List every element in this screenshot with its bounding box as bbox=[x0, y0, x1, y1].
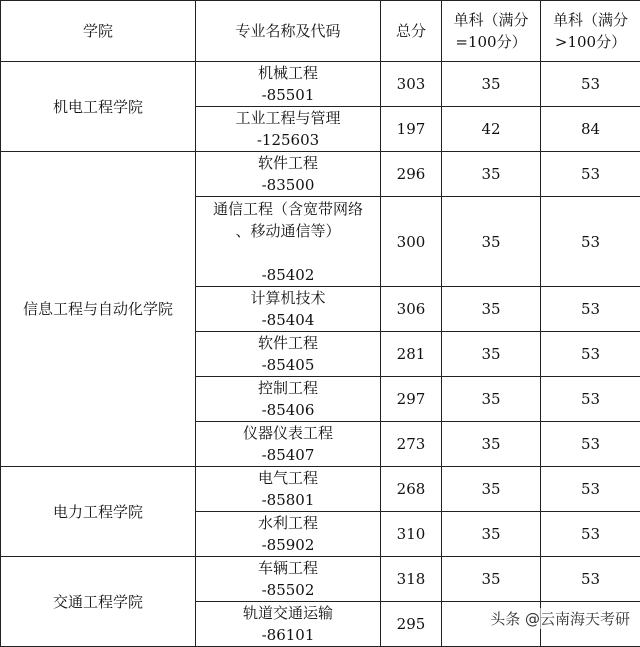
major-cell: 仪器仪表工程 -85407 bbox=[196, 422, 381, 467]
single-gt100-cell: 53 bbox=[541, 557, 640, 602]
single-100-cell: 35 bbox=[442, 557, 541, 602]
total-cell: 273 bbox=[381, 422, 442, 467]
single-100-cell: 42 bbox=[442, 107, 541, 152]
total-cell: 268 bbox=[381, 467, 442, 512]
single-100-cell: 35 bbox=[442, 467, 541, 512]
major-cell: 软件工程 -85405 bbox=[196, 332, 381, 377]
total-cell: 297 bbox=[381, 377, 442, 422]
total-cell: 300 bbox=[381, 197, 442, 287]
single-gt100-cell: 53 bbox=[541, 377, 640, 422]
header-single-100: 单科（满分 =100分） bbox=[442, 1, 541, 62]
major-cell: 通信工程（含宽带网络 、移动通信等） -85402 bbox=[196, 197, 381, 287]
single-gt100-cell: 53 bbox=[541, 152, 640, 197]
single-gt100-cell: 53 bbox=[541, 512, 640, 557]
major-cell: 轨道交通运输 -86101 bbox=[196, 602, 381, 647]
single-gt100-cell: 53 bbox=[541, 422, 640, 467]
total-cell: 197 bbox=[381, 107, 442, 152]
single-gt100-cell: 53 bbox=[541, 197, 640, 287]
table-row bbox=[1, 152, 640, 197]
single-100-cell: 35 bbox=[442, 512, 541, 557]
header-major: 专业名称及代码 bbox=[196, 1, 381, 62]
single-gt100-cell: 53 bbox=[541, 62, 640, 107]
major-cell: 工业工程与管理 -125603 bbox=[196, 107, 381, 152]
college-cell: 机电工程学院 bbox=[1, 62, 196, 152]
single-100-cell: 35 bbox=[442, 152, 541, 197]
header-total: 总分 bbox=[381, 1, 442, 62]
header-row bbox=[1, 1, 640, 62]
total-cell: 318 bbox=[381, 557, 442, 602]
single-100-cell: 35 bbox=[442, 287, 541, 332]
table-row bbox=[1, 557, 640, 602]
major-cell: 机械工程 -85501 bbox=[196, 62, 381, 107]
total-cell: 303 bbox=[381, 62, 442, 107]
header-college: 学院 bbox=[1, 1, 196, 62]
total-cell: 306 bbox=[381, 287, 442, 332]
major-cell: 水利工程 -85902 bbox=[196, 512, 381, 557]
single-gt100-cell: 53 bbox=[541, 467, 640, 512]
single-gt100-cell: 53 bbox=[541, 287, 640, 332]
major-cell: 计算机技术 -85404 bbox=[196, 287, 381, 332]
total-cell: 295 bbox=[381, 602, 442, 647]
single-gt100-cell: 53 bbox=[541, 332, 640, 377]
table-row bbox=[1, 467, 640, 512]
single-gt100-cell: 84 bbox=[541, 107, 640, 152]
total-cell: 281 bbox=[381, 332, 442, 377]
major-cell: 软件工程 -83500 bbox=[196, 152, 381, 197]
college-cell: 电力工程学院 bbox=[1, 467, 196, 557]
single-100-cell: 35 bbox=[442, 197, 541, 287]
single-100-cell: 35 bbox=[442, 377, 541, 422]
total-cell: 310 bbox=[381, 512, 442, 557]
college-cell: 信息工程与自动化学院 bbox=[1, 152, 196, 467]
table-row bbox=[1, 62, 640, 107]
total-cell: 296 bbox=[381, 152, 442, 197]
major-cell: 控制工程 -85406 bbox=[196, 377, 381, 422]
header-single-gt100: 单科（满分 >100分） bbox=[541, 1, 640, 62]
major-cell: 电气工程 -85801 bbox=[196, 467, 381, 512]
watermark: 头条 @云南海天考研 bbox=[490, 608, 630, 629]
college-cell: 交通工程学院 bbox=[1, 557, 196, 647]
major-cell: 车辆工程 -85502 bbox=[196, 557, 381, 602]
single-100-cell: 35 bbox=[442, 332, 541, 377]
single-100-cell: 35 bbox=[442, 62, 541, 107]
single-100-cell: 35 bbox=[442, 422, 541, 467]
